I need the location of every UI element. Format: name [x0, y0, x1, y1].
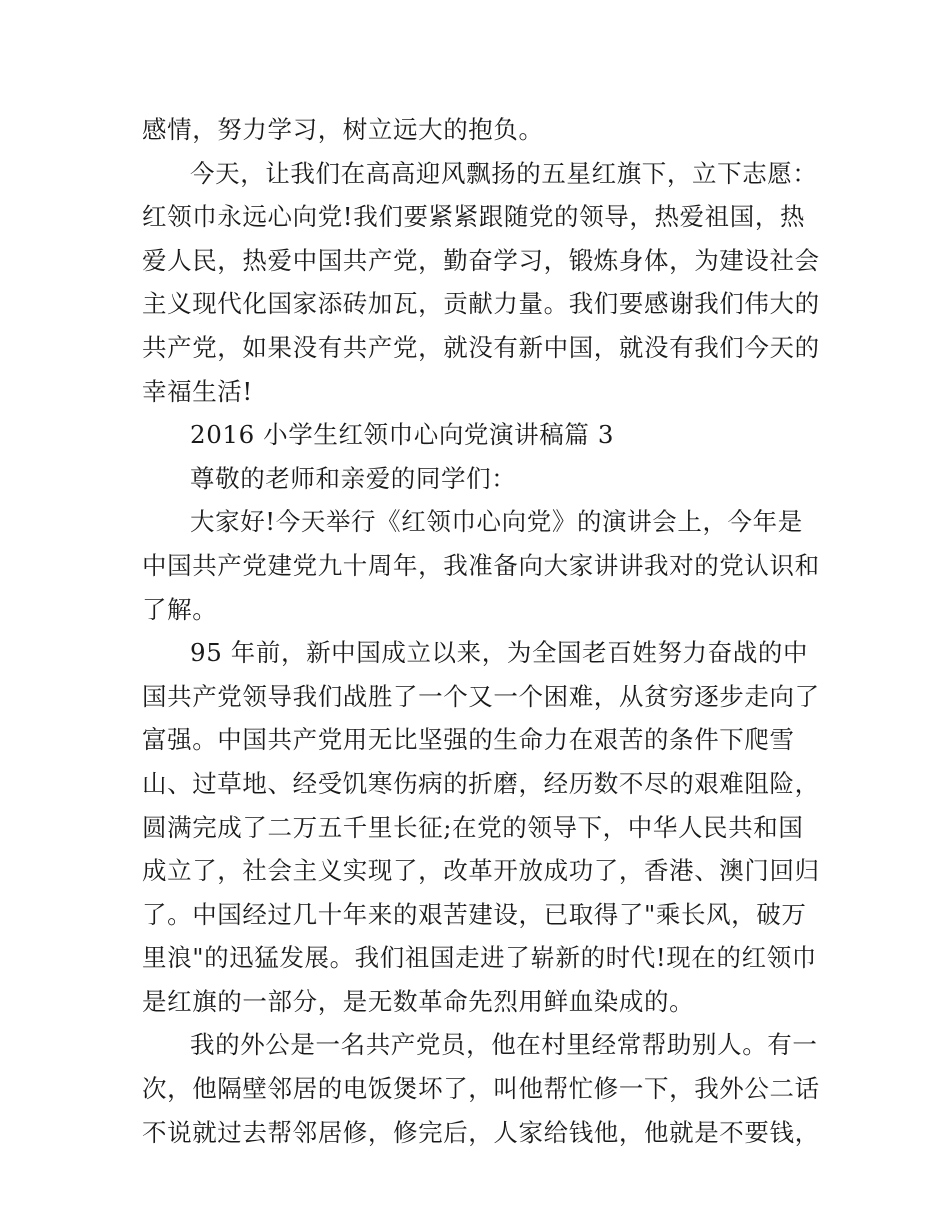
text-line: 爱人民，热爱中国共产党，勤奋学习，锻炼身体，为建设社会 [142, 245, 820, 275]
text-line: 了。中国经过几十年来的艰苦建设，已取得了"乘长风，破万 [142, 899, 807, 929]
text-line: 大家好!今天举行《红领巾心向党》的演讲会上，今年是 [190, 507, 803, 537]
text-line: 共产党，如果没有共产党，就没有新中国，就没有我们今天的 [142, 332, 820, 362]
text-line: 国共产党领导我们战胜了一个又一个困难，从贫穷逐步走向了 [142, 681, 820, 711]
text-line: 主义现代化国家添砖加瓦，贡献力量。我们要感谢我们伟大的 [142, 289, 820, 319]
text-line: 今天，让我们在高高迎风飘扬的五星红旗下，立下志愿： [190, 158, 818, 188]
text-line: 95 年前，新中国成立以来，为全国老百姓努力奋战的中 [190, 638, 809, 668]
text-line: 富强。中国共产党用无比坚强的生命力在艰苦的条件下爬雪 [142, 725, 795, 755]
text-line: 山、过草地、经受饥寒伤病的折磨，经历数不尽的艰难阻险， [142, 768, 820, 798]
document-body [142, 108, 820, 1154]
text-line: 是红旗的一部分，是无数革命先烈用鲜血染成的。 [142, 986, 695, 1016]
text-line: 成立了，社会主义实现了，改革开放成功了，香港、澳门回归 [142, 856, 820, 886]
section-heading: 2016 小学生红领巾心向党演讲稿篇 3 [190, 420, 615, 450]
text-line: 了解。 [142, 594, 218, 624]
text-line: 里浪"的迅猛发展。我们祖国走进了崭新的时代!现在的红领巾 [142, 943, 817, 973]
text-line: 圆满完成了二万五千里长征;在党的领导下，中华人民共和国 [142, 812, 804, 842]
text-line: 幸福生活! [142, 376, 253, 406]
text-line: 中国共产党建党九十周年，我准备向大家讲讲我对的党认识和 [142, 550, 820, 580]
text-line: 次，他隔壁邻居的电饭煲坏了，叫他帮忙修一下，我外公二话 [142, 1074, 820, 1104]
text-line: 红领巾永远心向党!我们要紧紧跟随党的领导，热爱祖国，热 [142, 202, 806, 232]
text-line: 感情，努力学习，树立远大的抱负。 [142, 115, 544, 144]
salutation: 尊敬的老师和亲爱的同学们： [190, 463, 517, 493]
text-line: 不说就过去帮邻居修，修完后，人家给钱他，他就是不要钱， [142, 1117, 820, 1147]
text-line: 我的外公是一名共产党员，他在村里经常帮助别人。有一 [190, 1030, 818, 1060]
